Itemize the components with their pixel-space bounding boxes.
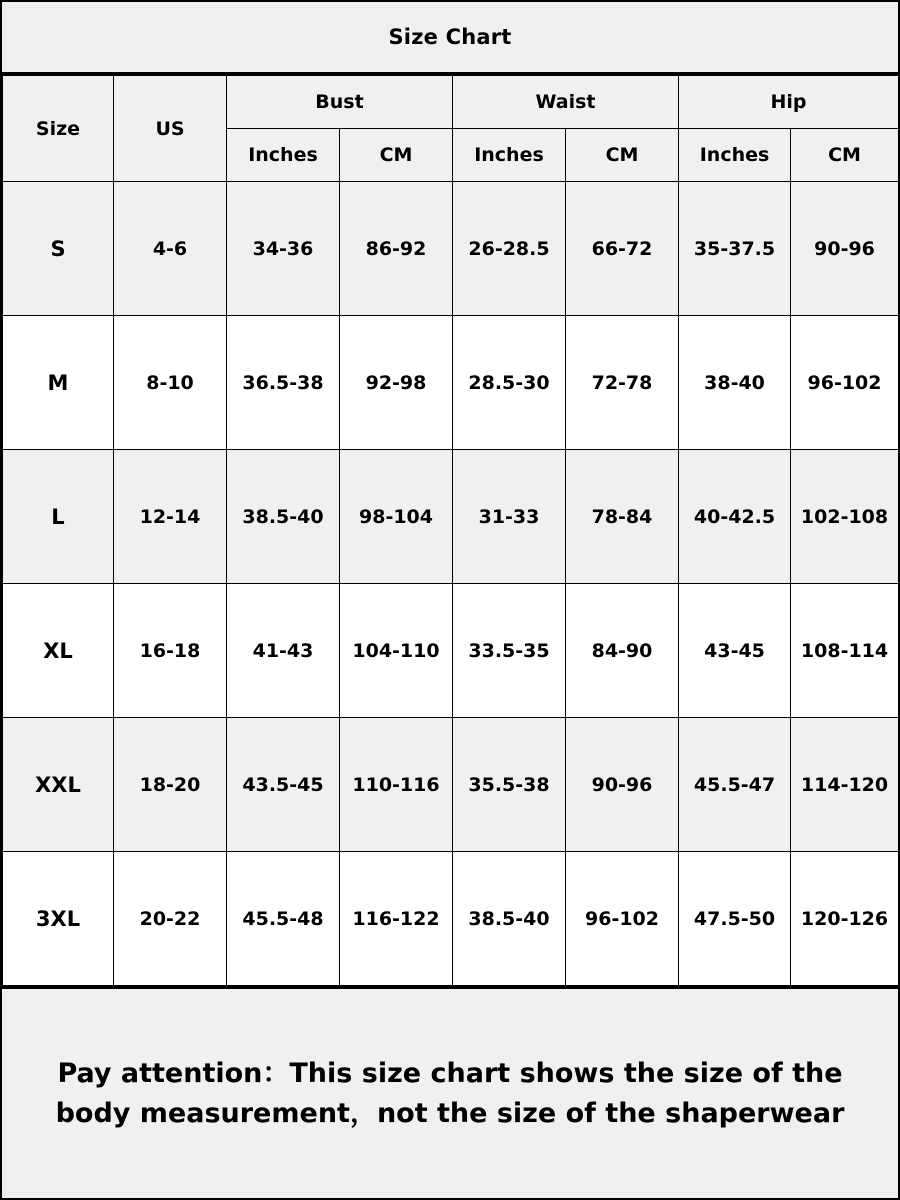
cell-waist-inches: 31-33	[453, 450, 566, 584]
cell-waist-cm: 84-90	[566, 584, 679, 718]
table-row	[3, 316, 899, 450]
table-body	[3, 182, 899, 986]
column-group-bust: Bust	[227, 76, 453, 129]
cell-size: 3XL	[3, 852, 114, 986]
size-chart-table	[2, 75, 899, 986]
cell-waist-inches: 38.5-40	[453, 852, 566, 986]
cell-size: XXL	[3, 718, 114, 852]
cell-us: 4-6	[114, 182, 227, 316]
cell-hip-cm: 120-126	[791, 852, 899, 986]
cell-hip-cm: 90-96	[791, 182, 899, 316]
cell-waist-cm: 72-78	[566, 316, 679, 450]
column-header-waist-inches: Inches	[453, 129, 566, 182]
cell-hip-cm: 96-102	[791, 316, 899, 450]
cell-bust-cm: 98-104	[340, 450, 453, 584]
footer-note-band	[2, 986, 898, 1198]
column-header-waist-cm: CM	[566, 129, 679, 182]
cell-bust-cm: 116-122	[340, 852, 453, 986]
cell-waist-cm: 78-84	[566, 450, 679, 584]
cell-hip-cm: 108-114	[791, 584, 899, 718]
column-header-size: Size	[3, 76, 114, 182]
table-row	[3, 852, 899, 986]
column-header-hip-inches: Inches	[679, 129, 791, 182]
cell-size: XL	[3, 584, 114, 718]
cell-size: S	[3, 182, 114, 316]
cell-waist-inches: 28.5-30	[453, 316, 566, 450]
cell-us: 18-20	[114, 718, 227, 852]
column-header-bust-inches: Inches	[227, 129, 340, 182]
table-row	[3, 718, 899, 852]
cell-hip-inches: 38-40	[679, 316, 791, 450]
cell-bust-cm: 92-98	[340, 316, 453, 450]
cell-hip-inches: 35-37.5	[679, 182, 791, 316]
cell-bust-inches: 38.5-40	[227, 450, 340, 584]
cell-waist-inches: 26-28.5	[453, 182, 566, 316]
cell-bust-inches: 36.5-38	[227, 316, 340, 450]
column-header-hip-cm: CM	[791, 129, 899, 182]
cell-waist-inches: 35.5-38	[453, 718, 566, 852]
cell-hip-inches: 45.5-47	[679, 718, 791, 852]
cell-bust-inches: 43.5-45	[227, 718, 340, 852]
cell-bust-inches: 34-36	[227, 182, 340, 316]
cell-bust-inches: 41-43	[227, 584, 340, 718]
cell-waist-cm: 96-102	[566, 852, 679, 986]
cell-hip-cm: 114-120	[791, 718, 899, 852]
cell-waist-inches: 33.5-35	[453, 584, 566, 718]
cell-us: 16-18	[114, 584, 227, 718]
cell-hip-cm: 102-108	[791, 450, 899, 584]
cell-size: L	[3, 450, 114, 584]
cell-bust-cm: 104-110	[340, 584, 453, 718]
cell-hip-inches: 40-42.5	[679, 450, 791, 584]
cell-size: M	[3, 316, 114, 450]
column-header-us: US	[114, 76, 227, 182]
cell-waist-cm: 90-96	[566, 718, 679, 852]
column-header-bust-cm: CM	[340, 129, 453, 182]
chart-title-band	[2, 2, 898, 75]
cell-bust-cm: 110-116	[340, 718, 453, 852]
column-group-waist: Waist	[453, 76, 679, 129]
cell-waist-cm: 66-72	[566, 182, 679, 316]
page-title: Size Chart	[388, 25, 512, 49]
table-row	[3, 450, 899, 584]
cell-hip-inches: 43-45	[679, 584, 791, 718]
cell-us: 8-10	[114, 316, 227, 450]
table-header	[3, 76, 899, 182]
table-row	[3, 182, 899, 316]
table-row	[3, 584, 899, 718]
footer-note: Pay attention：This size chart shows the size of the body measurement，not the size of the shaperwear	[55, 1058, 845, 1129]
cell-hip-inches: 47.5-50	[679, 852, 791, 986]
cell-bust-cm: 86-92	[340, 182, 453, 316]
cell-us: 12-14	[114, 450, 227, 584]
cell-us: 20-22	[114, 852, 227, 986]
cell-bust-inches: 45.5-48	[227, 852, 340, 986]
column-group-hip: Hip	[679, 76, 899, 129]
